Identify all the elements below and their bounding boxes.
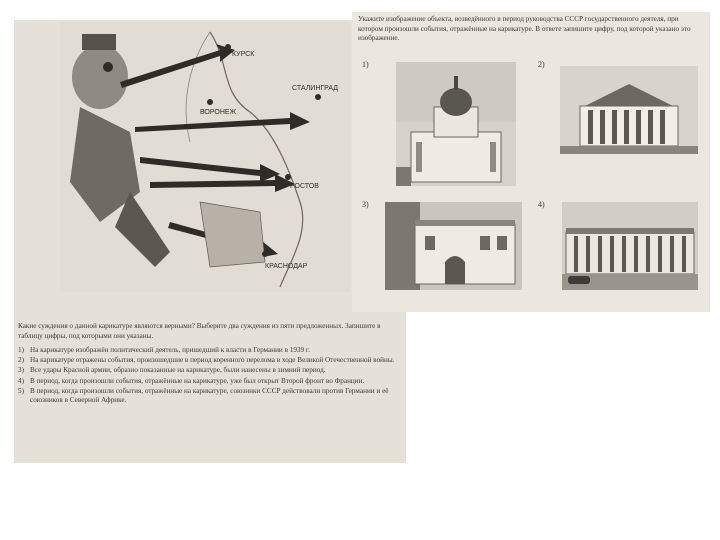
map-label-stalingrad: СТАЛИНГРАД xyxy=(292,85,339,92)
photo-number-2: 2) xyxy=(538,60,545,69)
photo-mansion xyxy=(385,202,522,290)
caricature-map xyxy=(60,22,350,292)
option-5: 5) В период, когда произошли события, отражённые на карикатуре, союзники СССР действовали против Германии и её союзников в Северной Африке. xyxy=(18,386,389,405)
option-3: 3) Все удары Красной армии, образно показанные на карикатуре, были нанесены в зимний период. xyxy=(18,366,326,375)
photo-cathedral xyxy=(396,62,516,186)
map-label-voronezh: ВОРОНЕЖ xyxy=(200,109,237,116)
answer-options xyxy=(18,346,402,406)
option-4: 4) В период, когда произошли события, отражённые на карикатуре, уже был открыт Второй фронт во Франции. xyxy=(18,376,365,385)
map-label-kursk: КУРСК xyxy=(232,51,255,58)
option-2: 2) На карикатуре отражены события, произошедшие в период коренного перелома в ходе Великой Отечественной войны. xyxy=(18,356,395,365)
photo-number-1: 1) xyxy=(362,60,369,69)
photo-number-4: 4) xyxy=(538,200,545,209)
map-label-rostov: РОСТОВ xyxy=(290,183,319,190)
map-label-krasnodar: КРАСНОДАР xyxy=(265,263,308,270)
option-1: 1) На карикатуре изображён политический деятель, пришедший к власти в Германии в 1939 г. xyxy=(18,346,310,354)
photo-colonnade xyxy=(562,202,698,290)
photo-theatre xyxy=(560,66,698,154)
question-text: Какие суждения о данной карикатуре являются верными? Выберите два суждения из пяти предложенных. Запишите в таблицу цифры, под которыми они указаны. xyxy=(18,322,381,340)
photo-number-3: 3) xyxy=(362,200,369,209)
task-text: Укажите изображение объекта, возведённого в период руководства СССР государственного деятеля, при котором произошли события, отражённые на карикатуре. В ответе запишите цифру, под которой указано это изображение. xyxy=(358,15,691,43)
